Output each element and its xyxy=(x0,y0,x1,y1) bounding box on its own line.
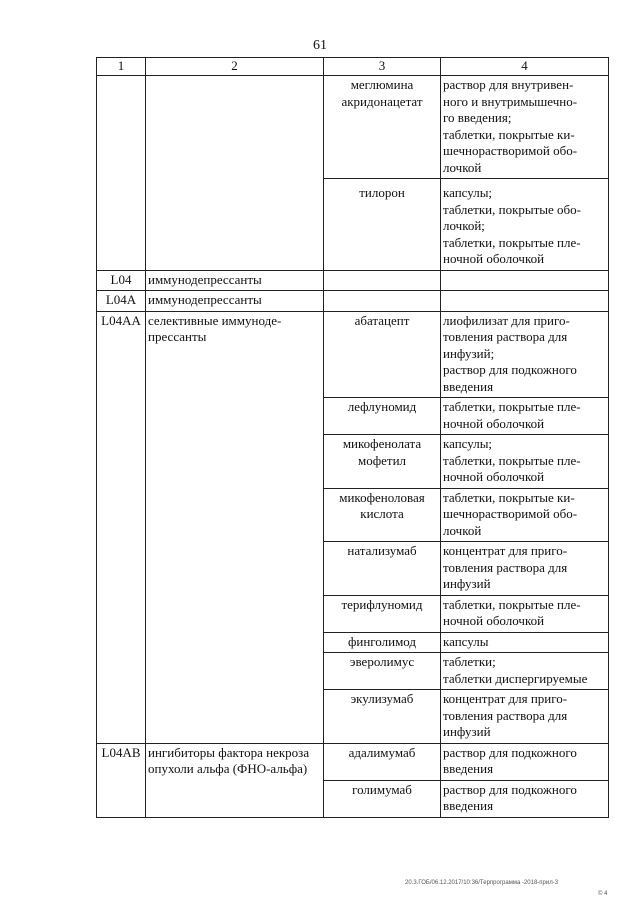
drug-name-cell xyxy=(324,270,441,291)
column-header-1: 1 xyxy=(97,58,146,76)
table-row xyxy=(97,743,609,780)
footer-stamp: 20.3.ГОБ/06.12.2017/10:36/Терпрограмма -2018-прил-3 xyxy=(405,880,559,886)
drug-name-cell: микофенолата мофетил xyxy=(324,435,441,489)
dosage-form-cell: таблетки; таблетки диспергируемые xyxy=(441,653,609,690)
dosage-form-cell: раствор для внутривен- ного и внутримышечно- го введения; таблетки, покрытые ки- шечнорастворимой обо- лочкой xyxy=(441,76,609,179)
drug-name-cell: терифлуномид xyxy=(324,595,441,632)
column-header-2: 2 xyxy=(146,58,324,76)
footer-page-mark: © 4 xyxy=(598,891,608,897)
page-number: 61 xyxy=(313,38,327,53)
atc-code-cell: L04AA xyxy=(97,311,146,743)
column-header-4: 4 xyxy=(441,58,609,76)
dosage-form-cell: концентрат для приго- товления раствора для инфузий xyxy=(441,690,609,744)
dosage-form-cell xyxy=(441,291,609,312)
group-name-cell xyxy=(146,76,324,271)
drug-table xyxy=(96,57,609,818)
atc-code-cell: L04A xyxy=(97,291,146,312)
group-name-cell: ингибиторы фактора некроза опухоли альфа (ФНО-альфа) xyxy=(146,743,324,817)
drug-name-cell xyxy=(324,291,441,312)
group-name-cell: иммунодепрессанты xyxy=(146,291,324,312)
dosage-form-cell: раствор для подкожного введения xyxy=(441,780,609,817)
drug-name-cell: эверолимус xyxy=(324,653,441,690)
drug-name-cell: голимумаб xyxy=(324,780,441,817)
column-header-3: 3 xyxy=(324,58,441,76)
drug-name-cell: лефлуномид xyxy=(324,398,441,435)
table-row xyxy=(97,270,609,291)
group-name-cell: селективные иммуноде- прессанты xyxy=(146,311,324,743)
atc-code-cell: L04 xyxy=(97,270,146,291)
dosage-form-cell: таблетки, покрытые пле- ночной оболочкой xyxy=(441,398,609,435)
dosage-form-cell xyxy=(441,270,609,291)
dosage-form-cell: раствор для подкожного введения xyxy=(441,743,609,780)
dosage-form-cell: капсулы; таблетки, покрытые обо- лочкой; таблетки, покрытые пле- ночной оболочкой xyxy=(441,179,609,271)
dosage-form-cell: капсулы xyxy=(441,632,609,653)
atc-code-cell xyxy=(97,76,146,271)
drug-name-cell: тилорон xyxy=(324,179,441,271)
table-header-row xyxy=(97,58,609,76)
dosage-form-cell: таблетки, покрытые пле- ночной оболочкой xyxy=(441,595,609,632)
group-name-cell: иммунодепрессанты xyxy=(146,270,324,291)
drug-name-cell: адалимумаб xyxy=(324,743,441,780)
dosage-form-cell: лиофилизат для приго- товления раствора для инфузий; раствор для подкожного введения xyxy=(441,311,609,398)
drug-name-cell: абатацепт xyxy=(324,311,441,398)
drug-name-cell: натализумаб xyxy=(324,542,441,596)
atc-code-cell: L04AB xyxy=(97,743,146,817)
dosage-form-cell: капсулы; таблетки, покрытые пле- ночной оболочкой xyxy=(441,435,609,489)
dosage-form-cell: концентрат для приго- товления раствора для инфузий xyxy=(441,542,609,596)
dosage-form-cell: таблетки, покрытые ки- шечнорастворимой обо- лочкой xyxy=(441,488,609,542)
drug-name-cell: меглюмина акридонацетат xyxy=(324,76,441,179)
drug-name-cell: финголимод xyxy=(324,632,441,653)
table-row xyxy=(97,311,609,398)
drug-name-cell: микофеноловая кислота xyxy=(324,488,441,542)
table-row xyxy=(97,291,609,312)
drug-name-cell: экулизумаб xyxy=(324,690,441,744)
table-row xyxy=(97,76,609,179)
